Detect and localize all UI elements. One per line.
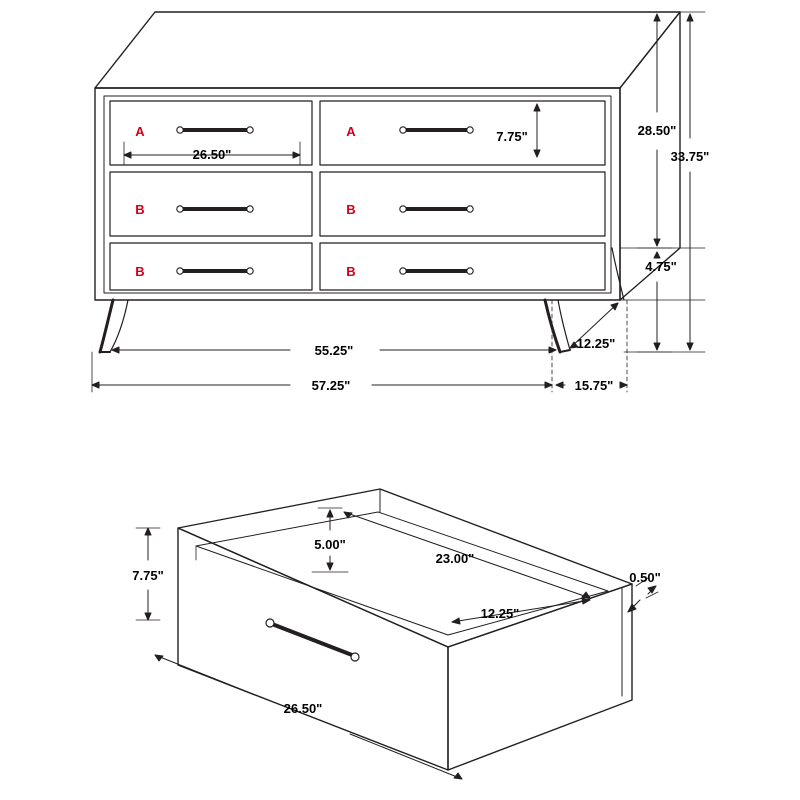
drawer-letter-a-left: A bbox=[135, 124, 145, 139]
drawer-letter-b-bot-right: B bbox=[346, 264, 356, 279]
dim-drawer-panel-thickness: 0.50" bbox=[629, 570, 661, 585]
dim-leg-height: 4.75" bbox=[645, 259, 677, 274]
dim-drawer-width: 26.50" bbox=[192, 147, 232, 162]
dim-overall-width: 57.25" bbox=[311, 378, 351, 393]
dimension-lines-top bbox=[92, 12, 705, 392]
drawer-letter-labels bbox=[135, 124, 356, 279]
drawer-letter-b-mid-right: B bbox=[346, 202, 356, 217]
dimension-text-top bbox=[193, 123, 710, 393]
dim-drawer-face-height: 7.75" bbox=[132, 568, 164, 583]
drawer-letter-a-right: A bbox=[346, 124, 356, 139]
dim-top-to-leg-height: 28.50" bbox=[637, 123, 677, 138]
dimension-lines-drawer bbox=[136, 508, 661, 779]
dim-drawer-interior-depth: 5.00" bbox=[314, 537, 346, 552]
dim-drawer-interior-width: 23.00" bbox=[435, 551, 475, 566]
dim-drawer-front-height: 7.75" bbox=[496, 129, 528, 144]
drawer-letter-b-bot-left: B bbox=[135, 264, 145, 279]
dimension-text-drawer bbox=[132, 537, 660, 716]
dim-overall-depth: 15.75" bbox=[574, 378, 614, 393]
dresser-carcass bbox=[95, 12, 680, 300]
dim-drawer-face-width: 26.50" bbox=[283, 701, 323, 716]
dim-drawer-interior-side: 12.25" bbox=[480, 606, 520, 621]
dim-case-width: 55.25" bbox=[314, 343, 354, 358]
drawer-letter-b-mid-left: B bbox=[135, 202, 145, 217]
drawer-detail bbox=[178, 489, 632, 770]
dim-case-depth: 12.25" bbox=[576, 336, 616, 351]
dim-overall-height: 33.75" bbox=[670, 149, 710, 164]
